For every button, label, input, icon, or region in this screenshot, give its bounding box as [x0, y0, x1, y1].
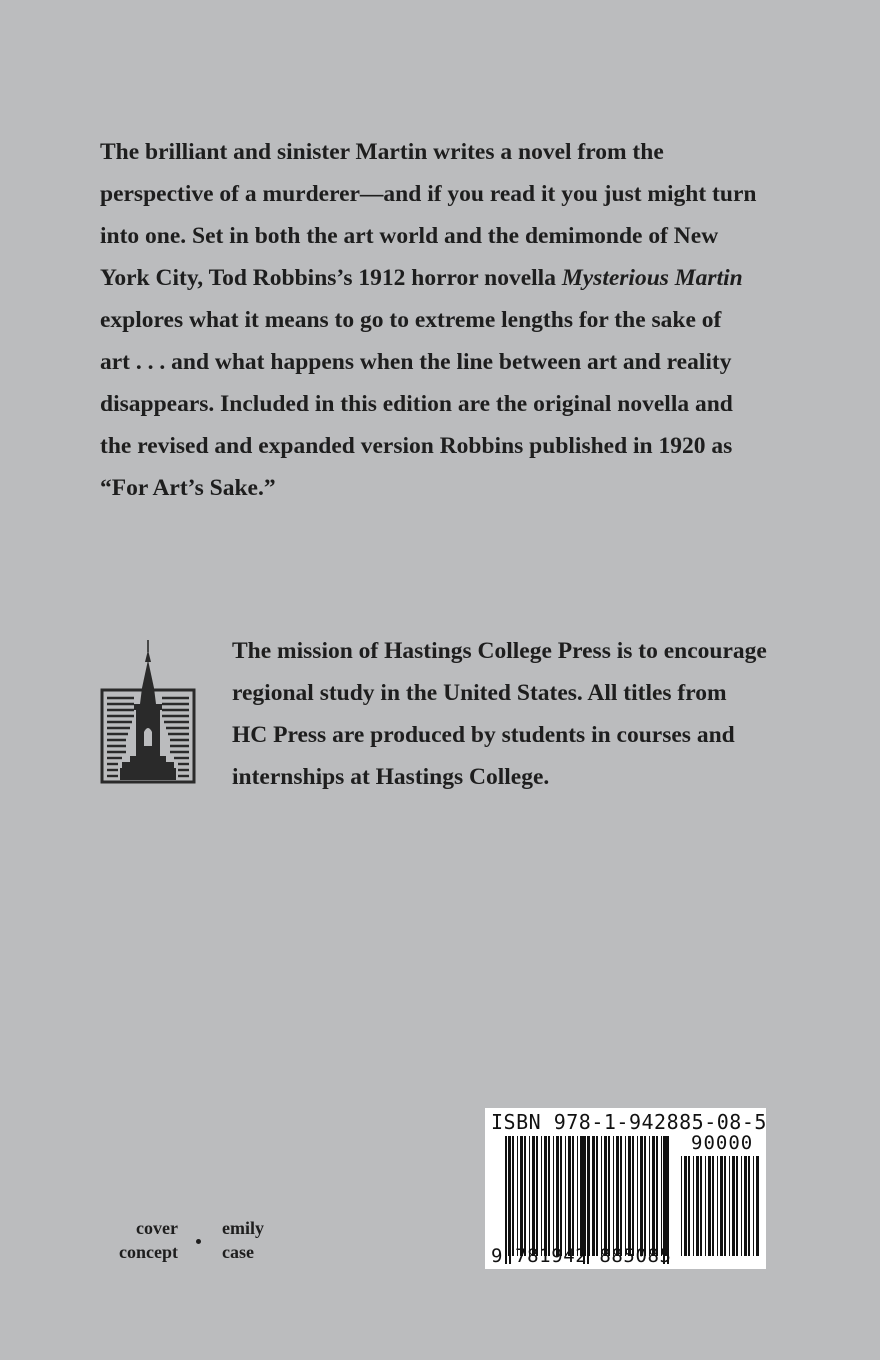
barcode-bar [625, 1136, 626, 1256]
credit-role-line: concept [119, 1242, 178, 1262]
barcode-bar [644, 1136, 646, 1256]
barcode-bar [756, 1156, 759, 1256]
blurb-line: The brilliant and sinister Martin writes a novel from the [100, 139, 664, 165]
book-title: Mysterious Martin [561, 265, 743, 291]
barcode-bar [736, 1156, 738, 1256]
barcode-bar [661, 1136, 662, 1256]
price-code: 90000 [691, 1132, 754, 1154]
mission-line: internships at Hastings College. [232, 764, 550, 790]
barcode-bar [512, 1136, 514, 1256]
barcode-bar [517, 1136, 518, 1256]
barcode-bar [681, 1156, 682, 1256]
hastings-college-press-logo-icon [100, 640, 196, 786]
barcode-bar [741, 1156, 742, 1256]
blurb-line [100, 257, 790, 299]
barcode-bar [529, 1136, 530, 1256]
barcode-bar [632, 1136, 634, 1256]
mission-line: regional study in the United States. All titles from [232, 680, 727, 706]
blurb-line: “For Art’s Sake.” [100, 475, 276, 501]
barcode-bar [688, 1156, 690, 1256]
blurb-line: perspective of a murderer—and if you read it you just might turn [100, 181, 757, 207]
barcode-bar [616, 1136, 619, 1256]
blurb-line: disappears. Included in this edition are the original novella and [100, 391, 733, 417]
barcode-bar [705, 1156, 706, 1256]
barcode-bar [548, 1136, 550, 1256]
barcode-bar [708, 1156, 711, 1256]
barcode-bar [580, 1136, 583, 1256]
credit-name-line: emily [222, 1218, 264, 1238]
blurb-line: art . . . and what happens when the line between art and reality [100, 349, 732, 375]
barcode-bar [640, 1136, 643, 1256]
barcode-bar [684, 1156, 687, 1256]
credit-name-line: case [222, 1242, 254, 1262]
barcode-bar [696, 1156, 699, 1256]
barcode-bar [541, 1136, 542, 1256]
barcode-bar [748, 1156, 750, 1256]
barcode-bar [717, 1156, 718, 1256]
barcode-bar [565, 1136, 566, 1256]
barcode-bar [544, 1136, 547, 1256]
barcode-bar [652, 1136, 655, 1256]
barcode-bar [589, 1136, 590, 1256]
credit-role [60, 1216, 178, 1264]
barcode-bar [720, 1156, 723, 1256]
barcode-bar [732, 1156, 735, 1256]
blurb-line: into one. Set in both the art world and the demimonde of New [100, 223, 719, 249]
barcode-bar [568, 1136, 571, 1256]
barcode-bar [656, 1136, 658, 1256]
barcode-bar [592, 1136, 595, 1256]
barcode-bar [724, 1156, 726, 1256]
barcode-bar [613, 1136, 614, 1256]
isbn-barcode [485, 1108, 766, 1269]
barcode-digits: 9 781942 885085 [491, 1245, 672, 1267]
press-mission-statement [232, 630, 832, 798]
barcode-bar [637, 1136, 638, 1256]
blurb-text: York City, Tod Robbins’s 1912 horror novella [100, 265, 562, 291]
mission-line: HC Press are produced by students in courses and [232, 722, 735, 748]
credit-separator-dot [196, 1239, 201, 1244]
barcode-bar [712, 1156, 714, 1256]
barcode-bar [532, 1136, 535, 1256]
barcode-bar [560, 1136, 562, 1256]
blurb-line: the revised and expanded version Robbins published in 1920 as [100, 433, 733, 459]
barcode-bar [620, 1136, 622, 1256]
barcode-bar [649, 1136, 650, 1256]
barcode-bar [628, 1136, 631, 1256]
barcode-bar [596, 1136, 598, 1256]
barcode-bar [553, 1136, 554, 1256]
barcode-bar [608, 1136, 610, 1256]
barcode-bar [744, 1156, 747, 1256]
barcode-bar [536, 1136, 538, 1256]
back-cover-blurb [100, 131, 790, 509]
barcode-bar [556, 1136, 559, 1256]
barcode-bar [572, 1136, 574, 1256]
barcode-bar [753, 1156, 754, 1256]
barcode-bar [700, 1156, 702, 1256]
credit-role-line: cover [136, 1218, 178, 1238]
mission-line: The mission of Hastings College Press is to encourage [232, 638, 767, 664]
barcode-bar [577, 1136, 578, 1256]
isbn-text: ISBN 978-1-942885-08-5 [491, 1110, 767, 1134]
blurb-line: explores what it means to go to extreme lengths for the sake of [100, 307, 722, 333]
barcode-bar [524, 1136, 526, 1256]
barcode-bar [604, 1136, 607, 1256]
credit-name [222, 1216, 302, 1264]
barcode-bar [601, 1136, 602, 1256]
barcode-bar [693, 1156, 694, 1256]
barcode-bar [520, 1136, 523, 1256]
barcode-bar [729, 1156, 730, 1256]
